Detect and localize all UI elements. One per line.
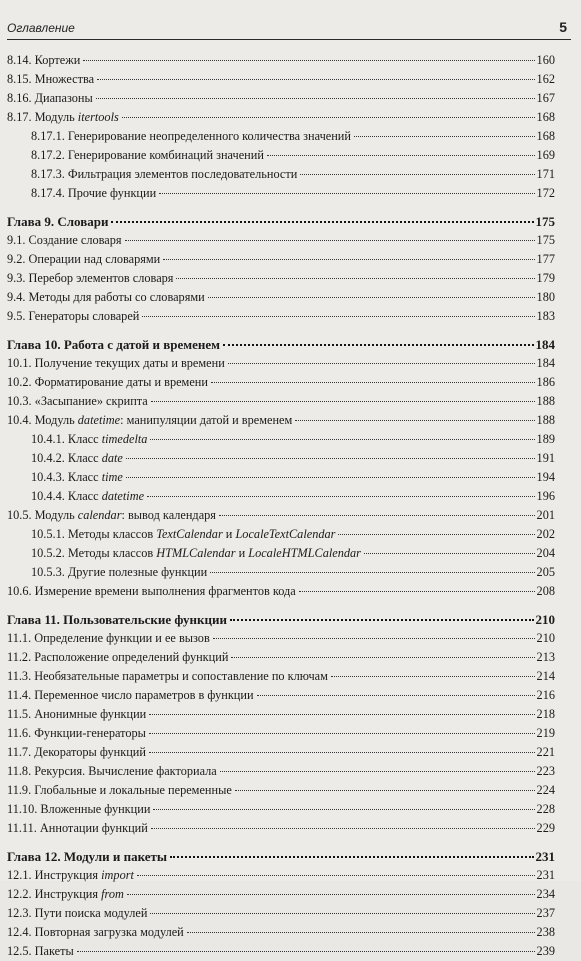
header-page-number: 5 (559, 19, 567, 35)
toc-entry-title-italic: calendar (77, 508, 122, 522)
toc-entry-title-text: 9.2. Операции над словарями (7, 252, 161, 266)
toc-dot-leader (159, 193, 534, 194)
toc-page-number: 177 (536, 252, 555, 266)
toc-dot-leader (300, 174, 534, 175)
toc-page-number: 169 (536, 148, 555, 162)
toc-entry-title (7, 288, 205, 307)
toc-entry-title-text: 10.3. «Засыпание» скрипта (7, 394, 148, 408)
toc-page-number: 218 (536, 707, 555, 721)
toc-entry-title (7, 411, 292, 430)
toc-page-number: 234 (536, 887, 555, 901)
toc-entry-title (7, 686, 254, 705)
toc-entry-title-text: 9.5. Генераторы словарей (7, 309, 140, 323)
toc-section (7, 288, 555, 307)
toc-entry-title-text: 9.4. Методы для работы со словарями (7, 290, 205, 304)
toc-page-number: 196 (536, 489, 555, 503)
toc-entry-title (31, 544, 361, 563)
toc-entry-title-text: 10.5.3. Другие полезные функции (31, 565, 208, 579)
toc-entry-title-italic: LocaleTextCalendar (235, 527, 336, 541)
toc-entry-title (7, 250, 160, 269)
toc-entry-title-text: 11.7. Декораторы функций (7, 745, 146, 759)
toc-dot-leader (170, 856, 533, 858)
toc-subsection (7, 487, 555, 506)
toc-entry-title (7, 582, 296, 601)
toc-entry-title-text: 10.6. Измерение времени выполнения фрагментов кода (7, 584, 296, 598)
toc-entry-title-italic: LocaleHTMLCalendar (248, 546, 361, 560)
toc-dot-leader (211, 382, 535, 383)
toc-subsection (7, 468, 555, 487)
toc-page-number: 175 (535, 214, 555, 229)
toc-page-number: 214 (536, 669, 555, 683)
toc-section (7, 762, 555, 781)
toc-section (7, 354, 555, 373)
toc-section (7, 411, 555, 430)
toc-section (7, 582, 555, 601)
toc-entry-title (7, 212, 108, 231)
toc-page-number: 221 (536, 745, 555, 759)
toc-entry-title-text: 11.10. Вложенные функции (7, 802, 151, 816)
toc-dot-leader (230, 619, 534, 621)
toc-page-number: 210 (535, 612, 555, 627)
toc-dot-leader (126, 477, 535, 478)
toc-entry-title (31, 146, 264, 165)
toc-dot-leader (151, 828, 535, 829)
toc-dot-leader (354, 136, 535, 137)
toc-entry-title (7, 269, 173, 288)
toc-dot-leader (223, 344, 534, 346)
toc-page-number: 237 (536, 906, 555, 920)
toc-entry-title-text: 12.2. Инструкция (7, 887, 102, 901)
toc-dot-leader (235, 790, 535, 791)
toc-entry-title-text: 12.5. Пакеты (7, 944, 74, 958)
toc-entry-title-italic: date (101, 451, 123, 465)
toc-section (7, 108, 555, 127)
toc-entry-title (7, 629, 210, 648)
toc-section (7, 307, 555, 326)
toc-dot-leader (150, 913, 534, 914)
toc-page-number: 175 (536, 233, 555, 247)
toc-section (7, 819, 555, 838)
toc-section (7, 629, 555, 648)
toc-page-number: 171 (536, 167, 555, 181)
toc-chapter (7, 335, 555, 354)
toc-entry-title (7, 705, 146, 724)
toc-page-number: 238 (536, 925, 555, 939)
toc-section (7, 724, 555, 743)
toc-subsection (7, 525, 555, 544)
toc-entry-title-italic: HTMLCalendar (156, 546, 236, 560)
toc-entry-title (7, 923, 184, 942)
toc-entry-title-text: 10.4. Модуль (7, 413, 78, 427)
toc-entry-title-text: 11.6. Функции-генераторы (7, 726, 146, 740)
toc-dot-leader (176, 278, 534, 279)
toc-dot-leader (208, 297, 535, 298)
toc-entry-title-text: 11.1. Определение функции и ее вызов (7, 631, 210, 645)
toc-chapter (7, 212, 555, 231)
toc-dot-leader (137, 875, 535, 876)
toc-section (7, 89, 555, 108)
toc-dot-leader (122, 117, 535, 118)
toc-entry-title-text: 12.1. Инструкция (7, 868, 102, 882)
toc-entry-title-text: 10.4.1. Класс (31, 432, 102, 446)
toc-page-number: 183 (536, 309, 555, 323)
toc-page-number: 184 (535, 337, 555, 352)
toc-entry-title-text: 11.3. Необязательные параметры и сопоставление по ключам (7, 669, 328, 683)
toc-dot-leader (213, 638, 535, 639)
toc-entry-title-text: 11.9. Глобальные и локальные переменные (7, 783, 232, 797)
toc-entry-title-italic: from (101, 887, 124, 901)
toc-section (7, 705, 555, 724)
toc-entry-title-text: 10.2. Форматирование даты и времени (7, 375, 208, 389)
toc-dot-leader (153, 809, 534, 810)
toc-dot-leader (149, 714, 534, 715)
toc-entry-title-italic: datetime (77, 413, 121, 427)
toc-section (7, 686, 555, 705)
toc-subsection (7, 563, 555, 582)
toc-section (7, 781, 555, 800)
toc-entry-title-text: 11.5. Анонимные функции (7, 707, 147, 721)
toc-entry-title-text: 10.4.3. Класс (31, 470, 102, 484)
toc-page-number: 223 (536, 764, 555, 778)
toc-entry-title (7, 781, 232, 800)
toc-dot-leader (187, 932, 535, 933)
toc-entry-title-text: 12.4. Повторная загрузка модулей (7, 925, 184, 939)
toc-page-number: 216 (536, 688, 555, 702)
toc-gap (7, 601, 555, 610)
toc-dot-leader (331, 676, 535, 677)
toc-entry-title (31, 127, 351, 146)
toc-section (7, 923, 555, 942)
toc-entry-title-text: 10.5. Модуль (7, 508, 78, 522)
toc-section (7, 866, 555, 885)
toc-dot-leader (228, 363, 535, 364)
toc-entry-title-text: 8.17.3. Фильтрация элементов последовательности (31, 167, 298, 181)
toc-entry-title-text: 11.8. Рекурсия. Вычисление факториала (7, 764, 217, 778)
toc-section (7, 373, 555, 392)
toc-section (7, 231, 555, 250)
toc-page-number: 189 (536, 432, 555, 446)
toc-subsection (7, 449, 555, 468)
toc-subsection (7, 146, 555, 165)
toc-page-number: 201 (536, 508, 555, 522)
toc-page-number: 167 (536, 91, 555, 105)
toc-entry-title (31, 449, 123, 468)
toc-entry-title-text: : вывод календаря (121, 508, 216, 522)
toc-entry-title (7, 724, 146, 743)
toc-entry-title-text: Глава 10. Работа с датой и временем (7, 337, 220, 352)
toc-section (7, 667, 555, 686)
toc-entry-title (7, 89, 93, 108)
toc-entry-title-text: 11.4. Переменное число параметров в функции (7, 688, 254, 702)
toc-dot-leader (163, 259, 534, 260)
toc-page-number: 224 (536, 783, 555, 797)
toc-dot-leader (220, 771, 535, 772)
toc-section (7, 506, 555, 525)
toc-entry-title-text: 8.14. Кортежи (7, 53, 81, 67)
toc-dot-leader (142, 316, 534, 317)
toc-entry-title-text: : манипуляции датой и временем (120, 413, 293, 427)
toc-dot-leader (231, 657, 534, 658)
toc-dot-leader (125, 240, 535, 241)
toc-page-number: 213 (536, 650, 555, 664)
toc-gap (7, 326, 555, 335)
toc-entry-title-italic: TextCalendar (156, 527, 223, 541)
toc-entry-title (7, 819, 148, 838)
toc-entry-title (7, 610, 227, 629)
toc-entry-title (7, 847, 167, 866)
toc-entry-title-text: 12.3. Пути поиска модулей (7, 906, 148, 920)
toc-subsection (7, 430, 555, 449)
toc-entry-title-text: и (222, 527, 236, 541)
toc-entry-title-text: 10.5.2. Методы классов (31, 546, 157, 560)
toc-entry-title (7, 667, 328, 686)
toc-entry-title (7, 743, 146, 762)
toc-dot-leader (96, 98, 535, 99)
toc-section (7, 800, 555, 819)
toc-section (7, 942, 555, 961)
toc-entry-title (31, 430, 147, 449)
toc-dot-leader (149, 733, 535, 734)
toc-dot-leader (151, 401, 535, 402)
toc-entry-title (7, 392, 148, 411)
toc-entry-title (7, 648, 228, 667)
toc-entry-title-text: 10.4.4. Класс (31, 489, 102, 503)
toc-entry-title (7, 800, 150, 819)
toc-section (7, 885, 555, 904)
toc-entry-title-text: Глава 12. Модули и пакеты (7, 849, 168, 864)
toc-entry-title (7, 70, 94, 89)
toc-section (7, 70, 555, 89)
toc-dot-leader (210, 572, 534, 573)
toc-entry-title (7, 373, 208, 392)
toc-dot-leader (97, 79, 534, 80)
toc-page-number: 208 (536, 584, 555, 598)
toc-page-number: 184 (536, 356, 555, 370)
toc-entry-title (31, 468, 123, 487)
toc-entry-title-text: Глава 11. Пользовательские функции (7, 612, 227, 627)
toc-page-number: 210 (536, 631, 555, 645)
toc-subsection (7, 544, 555, 563)
toc-page-number: 229 (536, 821, 555, 835)
toc-section (7, 392, 555, 411)
toc-dot-leader (126, 458, 535, 459)
toc-page-number: 194 (536, 470, 555, 484)
toc-page-number: 160 (536, 53, 555, 67)
toc-entry-title-text: 8.17. Модуль (7, 110, 78, 124)
toc-dot-leader (147, 496, 535, 497)
toc-entry-title-text: 8.17.4. Прочие функции (31, 186, 157, 200)
toc-entry-title-text: 10.4.2. Класс (31, 451, 102, 465)
toc-entry-title-italic: time (101, 470, 123, 484)
toc-entry-title (7, 307, 139, 326)
toc-entry-title (7, 335, 220, 354)
toc-section (7, 648, 555, 667)
toc-page-number: 231 (535, 849, 555, 864)
toc-entry-title-text: 9.1. Создание словаря (7, 233, 122, 247)
toc-dot-leader (150, 439, 534, 440)
toc-page-number: 188 (536, 394, 555, 408)
toc-page-number: 180 (536, 290, 555, 304)
toc-section (7, 269, 555, 288)
toc-dot-leader (364, 553, 535, 554)
toc-dot-leader (83, 60, 534, 61)
toc-entry-title (7, 108, 119, 127)
toc-page-number: 219 (536, 726, 555, 740)
toc-entry-title-italic: import (101, 868, 134, 882)
header-title: Оглавление (7, 21, 75, 35)
toc-dot-leader (149, 752, 535, 753)
toc-page-number: 205 (536, 565, 555, 579)
toc-dot-leader (219, 515, 535, 516)
toc-entry-title (7, 506, 216, 525)
toc-entry-title-italic: timedelta (101, 432, 148, 446)
toc-section (7, 250, 555, 269)
toc-subsection (7, 127, 555, 146)
toc-entry-title-text: 8.15. Множества (7, 72, 95, 86)
toc-entry-title (31, 525, 335, 544)
toc-entry-title (7, 231, 122, 250)
toc-entry-title-italic: datetime (101, 489, 145, 503)
toc-entry-title (7, 885, 124, 904)
toc-subsection (7, 165, 555, 184)
toc-gap (7, 203, 555, 212)
toc-page-number: 172 (536, 186, 555, 200)
toc-entry-title-text: 8.17.1. Генерирование неопределенного количества значений (31, 129, 351, 143)
toc-section (7, 743, 555, 762)
toc-dot-leader (299, 591, 535, 592)
toc-dot-leader (127, 894, 535, 895)
toc-entry-title (31, 487, 144, 506)
toc-entry-title-text: и (235, 546, 249, 560)
toc-entry-title (7, 354, 225, 373)
toc-section (7, 904, 555, 923)
toc-entry-title-text: 11.11. Аннотации функций (7, 821, 148, 835)
toc-gap (7, 838, 555, 847)
toc-dot-leader (77, 951, 535, 952)
toc-page-number: 179 (536, 271, 555, 285)
toc-page-number: 204 (536, 546, 555, 560)
toc-entry-title-text: 10.5.1. Методы классов (31, 527, 157, 541)
toc-entry-title-text: Глава 9. Словари (7, 214, 109, 229)
toc-entry-title (31, 165, 297, 184)
toc-dot-leader (257, 695, 535, 696)
toc-page-number: 191 (536, 451, 555, 465)
toc-entry-title-italic: itertools (77, 110, 119, 124)
toc-page-number: 188 (536, 413, 555, 427)
toc-entry-title-text: 8.16. Диапазоны (7, 91, 93, 105)
running-header (7, 19, 571, 40)
toc-chapter (7, 847, 555, 866)
toc-entry-title (7, 942, 74, 961)
toc-page-number: 162 (536, 72, 555, 86)
table-of-contents (7, 51, 555, 961)
toc-page-number: 239 (536, 944, 555, 958)
toc-entry-title (7, 51, 80, 70)
toc-entry-title-text: 11.2. Расположение определений функций (7, 650, 229, 664)
toc-section (7, 51, 555, 70)
toc-dot-leader (295, 420, 534, 421)
toc-entry-title (7, 762, 217, 781)
toc-chapter (7, 610, 555, 629)
toc-dot-leader (111, 221, 533, 223)
toc-entry-title-text: 8.17.2. Генерирование комбинаций значений (31, 148, 264, 162)
toc-entry-title (7, 866, 134, 885)
toc-page-number: 231 (536, 868, 555, 882)
toc-entry-title (31, 563, 207, 582)
toc-page-number: 168 (536, 110, 555, 124)
toc-page-number: 186 (536, 375, 555, 389)
toc-entry-title-text: 10.1. Получение текущих даты и времени (7, 356, 225, 370)
toc-dot-leader (267, 155, 535, 156)
toc-page-number: 228 (536, 802, 555, 816)
toc-page-number: 168 (536, 129, 555, 143)
toc-dot-leader (338, 534, 534, 535)
toc-entry-title-text: 9.3. Перебор элементов словаря (7, 271, 174, 285)
toc-page-number: 202 (536, 527, 555, 541)
toc-subsection (7, 184, 555, 203)
toc-entry-title (31, 184, 156, 203)
toc-entry-title (7, 904, 147, 923)
